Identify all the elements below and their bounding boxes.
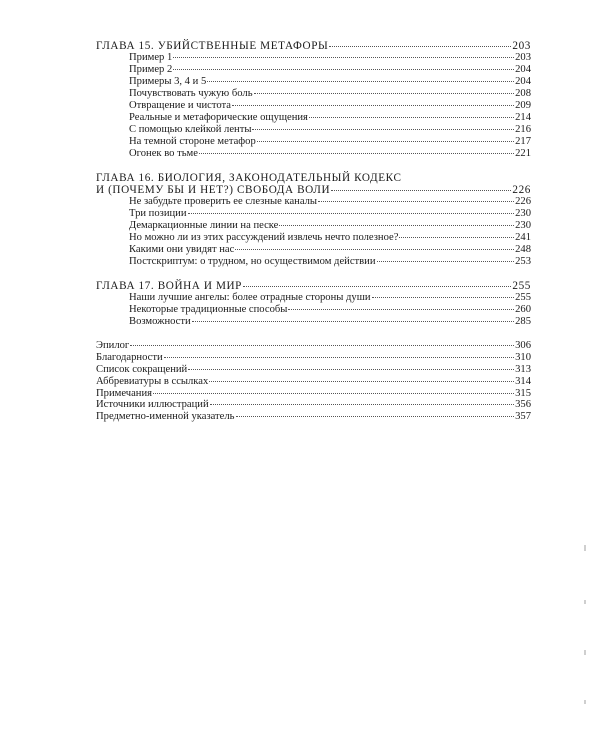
chapter-15 <box>96 40 531 160</box>
toc-entry[interactable] <box>129 124 531 136</box>
dot-leader <box>164 357 514 358</box>
page-number: 241 <box>515 232 531 244</box>
table-of-contents <box>96 40 531 423</box>
entry-title: Благодарности <box>96 351 163 363</box>
dot-leader <box>329 46 511 47</box>
entry-title: Предметно-именной указатель <box>96 411 235 423</box>
dot-leader <box>173 69 514 70</box>
page-number: 315 <box>515 387 531 399</box>
toc-entry[interactable] <box>96 376 531 388</box>
page-number: 313 <box>515 363 531 375</box>
chapter-heading[interactable] <box>96 184 531 196</box>
page-number: 216 <box>515 123 531 135</box>
page-number: 285 <box>515 316 531 328</box>
dot-leader <box>288 309 514 310</box>
dot-leader <box>192 321 514 322</box>
dot-leader <box>235 249 514 250</box>
entry-title: Возможности <box>129 316 191 328</box>
entry-title: Эпилог <box>96 339 130 351</box>
dot-leader <box>236 416 515 417</box>
page-number: 255 <box>512 279 531 292</box>
entry-title: Почувствовать чужую боль <box>129 88 253 100</box>
toc-entry[interactable] <box>129 76 531 88</box>
toc-entry[interactable] <box>96 411 531 423</box>
entry-title: Не забудьте проверить ее слезные каналы <box>129 196 318 208</box>
toc-entry[interactable] <box>129 100 531 112</box>
entry-title: Примечания <box>96 387 152 399</box>
entry-title: Постскриптум: о трудном, но осуществимом действии <box>129 255 376 267</box>
toc-entry[interactable] <box>129 316 531 328</box>
dot-leader <box>199 153 514 154</box>
chapter-title: ГЛАВА 16. БИОЛОГИЯ, ЗАКОНОДАТЕЛЬНЫЙ КОДЕКС <box>96 171 402 184</box>
dot-leader <box>318 201 514 202</box>
chapter-16 <box>96 172 531 268</box>
toc-entry[interactable] <box>129 208 531 220</box>
page-number: 356 <box>515 399 531 411</box>
dot-leader <box>209 381 514 382</box>
page-number: 255 <box>515 292 531 304</box>
page-number: 306 <box>515 339 531 351</box>
dot-leader <box>188 213 515 214</box>
dot-leader <box>252 129 514 130</box>
chapter-heading[interactable] <box>96 40 531 52</box>
toc-entry[interactable] <box>129 196 531 208</box>
chapter-heading[interactable] <box>96 280 531 292</box>
entry-title: Огонек во тьме <box>129 147 198 159</box>
page-number: 204 <box>515 76 531 88</box>
entry-title: Примеры 3, 4 и 5 <box>129 76 207 88</box>
page-number: 208 <box>515 88 531 100</box>
chapter-17 <box>96 280 531 328</box>
toc-entry[interactable] <box>129 88 531 100</box>
chapter-title-continued: И (ПОЧЕМУ БЫ И НЕТ?) СВОБОДА ВОЛИ <box>96 183 331 196</box>
dot-leader <box>254 93 515 94</box>
dot-leader <box>210 404 514 405</box>
toc-entry[interactable] <box>96 340 531 352</box>
dot-leader <box>207 81 514 82</box>
page-number: 314 <box>515 375 531 387</box>
page-number: 203 <box>515 52 531 64</box>
scan-edge-mark <box>584 600 586 604</box>
toc-entry[interactable] <box>96 399 531 411</box>
scan-edge-mark <box>584 700 586 704</box>
entry-title: Список сокращений <box>96 363 188 375</box>
dot-leader <box>188 369 514 370</box>
page-number: 221 <box>515 147 531 159</box>
back-matter <box>96 340 531 423</box>
dot-leader <box>153 393 514 394</box>
entry-title: Пример 1 <box>129 52 173 64</box>
page-number: 248 <box>515 244 531 255</box>
entry-title: Три позиции <box>129 208 187 220</box>
chapter-title: ГЛАВА 17. ВОЙНА И МИР <box>96 279 243 292</box>
page-number: 226 <box>512 183 531 196</box>
toc-entry[interactable] <box>129 64 531 76</box>
toc-entry[interactable] <box>129 52 531 64</box>
entry-title: Реальные и метафорические ощущения <box>129 111 308 123</box>
entry-title: Какими они увидят нас <box>129 244 235 255</box>
toc-entry[interactable] <box>96 388 531 400</box>
entry-title: Отвращение и чистота <box>129 100 231 112</box>
entry-title: Наши лучшие ангелы: более отрадные стороны души <box>129 292 371 304</box>
scan-edge-mark <box>584 545 586 551</box>
page-number: 230 <box>515 220 531 232</box>
entry-title: Но можно ли из этих рассуждений извлечь нечто полезное? <box>129 232 399 244</box>
toc-entry[interactable] <box>129 232 531 244</box>
entry-title: Демаркационные линии на песке <box>129 220 279 232</box>
page-number: 260 <box>515 304 531 316</box>
entry-title: Пример 2 <box>129 64 173 76</box>
dot-leader <box>399 237 514 238</box>
dot-leader <box>232 105 514 106</box>
toc-entry[interactable] <box>96 352 531 364</box>
entry-title: С помощью клейкой ленты <box>129 123 252 135</box>
dot-leader <box>173 57 514 58</box>
page-number: 203 <box>512 40 531 52</box>
page-number: 214 <box>515 111 531 123</box>
page-number: 217 <box>515 135 531 147</box>
toc-entry[interactable] <box>96 364 531 376</box>
dot-leader <box>130 345 514 346</box>
dot-leader <box>309 117 514 118</box>
entry-title: Аббревиатуры в ссылках <box>96 375 209 387</box>
entry-title: Источники иллюстраций <box>96 399 209 411</box>
page-number: 310 <box>515 351 531 363</box>
dot-leader <box>377 261 515 262</box>
entry-title: Некоторые традиционные способы <box>129 304 288 316</box>
page-number: 230 <box>515 208 531 220</box>
toc-entry[interactable] <box>129 244 531 256</box>
toc-entry[interactable] <box>129 220 531 232</box>
dot-leader <box>243 286 511 287</box>
dot-leader <box>372 297 515 298</box>
toc-entry[interactable] <box>129 304 531 316</box>
toc-entry[interactable] <box>129 292 531 304</box>
page-number: 253 <box>515 255 531 267</box>
dot-leader <box>331 190 511 191</box>
toc-entry[interactable] <box>129 256 531 268</box>
chapter-title: ГЛАВА 15. УБИЙСТВЕННЫЕ МЕТАФОРЫ <box>96 40 329 52</box>
entry-title: На темной стороне метафор <box>129 135 256 147</box>
page-number: 209 <box>515 100 531 112</box>
page-number: 226 <box>515 196 531 208</box>
toc-entry[interactable] <box>129 136 531 148</box>
scan-edge-mark <box>584 650 586 655</box>
dot-leader <box>279 225 514 226</box>
dot-leader <box>257 141 514 142</box>
page-number: 204 <box>515 64 531 76</box>
page-number: 357 <box>515 411 531 423</box>
toc-entry[interactable] <box>129 148 531 160</box>
toc-entry[interactable] <box>129 112 531 124</box>
